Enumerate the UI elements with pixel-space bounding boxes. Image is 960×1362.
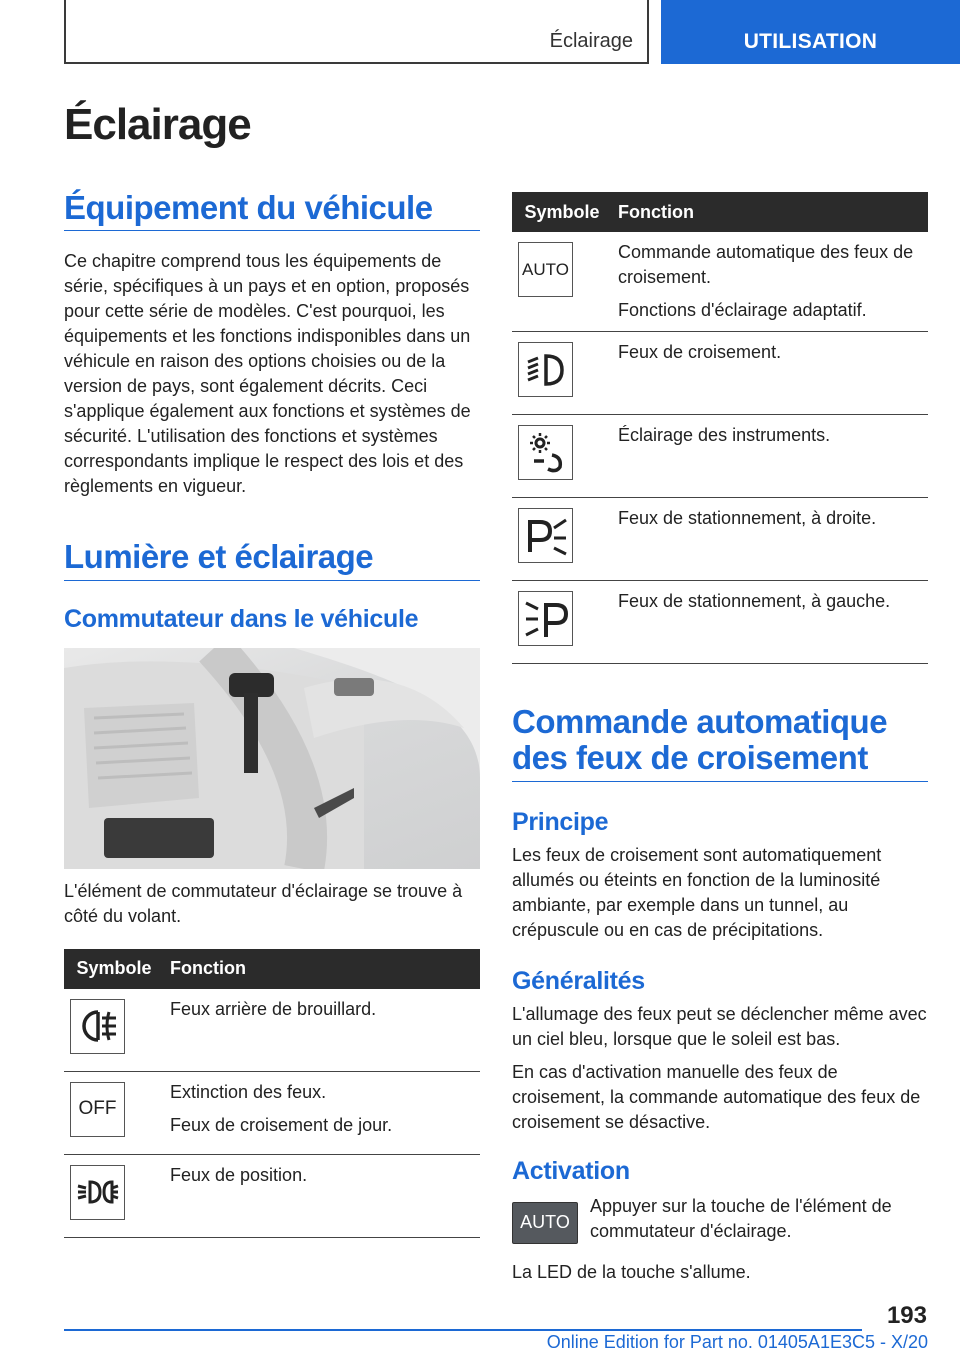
function-text: Feux de stationnement, à gauche. — [618, 591, 891, 611]
table-row — [512, 581, 928, 664]
function-text: Feux arrière de brouillard. — [170, 998, 377, 1019]
equip-paragraph: Ce chapitre comprend tous les équipements de série, spécifiques à un pays et en option, proposés pour cette série de modèles. C'est pourquoi, les équipements et les fonctions indisponibles dans un véhicule en raison des options choisies ou de la version de pays, sont également décrits. Ceci s'applique également aux fonctions et systèmes de sécurité. L'utilisation des fonctions et systèmes correspondants implique le respect des lois et des règlements en vigueur. — [64, 251, 471, 497]
col-function-header: Fonction — [612, 192, 928, 232]
left-symbol-table — [64, 949, 480, 1238]
commutateur-heading: Commutateur dans le véhicule — [64, 604, 419, 633]
function-text: Éclairage des instruments. — [618, 425, 831, 445]
col-symbol-header: Symbole — [64, 949, 164, 989]
led-paragraph: La LED de la touche s'allume. — [512, 1261, 751, 1282]
instrument-lighting-icon — [518, 425, 573, 480]
position-lights-icon — [70, 1165, 125, 1220]
auto-button-icon: AUTO — [512, 1202, 578, 1244]
table-row — [512, 415, 928, 498]
generalites-paragraph-1: L'allumage des feux peut se déclencher même avec un ciel bleu, lorsque que le soleil est bas. — [512, 1003, 927, 1049]
principe-heading: Principe — [512, 807, 609, 836]
table-row — [512, 232, 928, 332]
page-number: 193 — [886, 1302, 927, 1329]
activation-heading: Activation — [512, 1156, 630, 1185]
auto-icon: AUTO — [518, 242, 573, 297]
rear-fog-light-icon — [70, 999, 125, 1054]
table-row — [64, 1071, 480, 1154]
function-text: Extinction des feux. — [170, 1081, 327, 1102]
photo-caption: L'élément de commutateur d'éclairage se trouve à côté du volant. — [64, 880, 463, 926]
activation-paragraph: Appuyer sur la touche de l'élément de commutateur d'éclairage. — [590, 1195, 892, 1241]
table-row — [64, 989, 480, 1072]
generalites-heading: Généralités — [512, 966, 645, 995]
header-section-label: Éclairage — [549, 30, 633, 52]
auto-lowbeam-heading: Commande automatique des feux de croisement — [512, 704, 928, 782]
header-chapter-tab: UTILISATION — [661, 0, 960, 64]
low-beam-icon — [518, 342, 573, 397]
header-section-box — [64, 0, 649, 64]
light-switch-photo — [64, 648, 480, 869]
parking-right-icon — [518, 508, 573, 563]
footer-edition: Online Edition for Part no. 01405A1E3C5 - X/20 — [546, 1332, 928, 1352]
dashboard-illustration — [64, 648, 480, 869]
function-text: Commande automatique des feux de croisement. — [618, 242, 914, 287]
table-row — [512, 332, 928, 415]
col-function-header: Fonction — [164, 949, 480, 989]
footer-divider — [64, 1329, 862, 1331]
col-symbol-header: Symbole — [512, 192, 612, 232]
equip-heading: Équipement du véhicule — [64, 190, 480, 231]
table-row — [512, 498, 928, 581]
right-symbol-table — [512, 192, 928, 664]
page-title: Éclairage — [64, 100, 251, 149]
parking-left-icon — [518, 591, 573, 646]
function-text: Fonctions d'éclairage adaptatif. — [618, 300, 867, 320]
table-row — [64, 1154, 480, 1237]
left-column — [64, 190, 480, 1238]
lumiere-heading: Lumière et éclairage — [64, 539, 480, 580]
right-column — [512, 192, 928, 1285]
function-text: Feux de position. — [170, 1164, 308, 1185]
principe-paragraph: Les feux de croisement sont automatiquement allumés ou éteints en fonction de la luminosité ambiante, par exemple dans un tunnel, au crépuscule ou en cas de précipitations. — [512, 844, 882, 940]
off-icon: OFF — [70, 1082, 125, 1137]
generalites-paragraph-2: En cas d'activation manuelle des feux de croisement, la commande automatique des feux de croisement se désactive. — [512, 1061, 921, 1132]
activation-step — [512, 1194, 928, 1244]
function-text: Feux de stationnement, à droite. — [618, 508, 877, 528]
function-text: Feux de croisement de jour. — [170, 1114, 393, 1135]
function-text: Feux de croisement. — [618, 342, 782, 362]
